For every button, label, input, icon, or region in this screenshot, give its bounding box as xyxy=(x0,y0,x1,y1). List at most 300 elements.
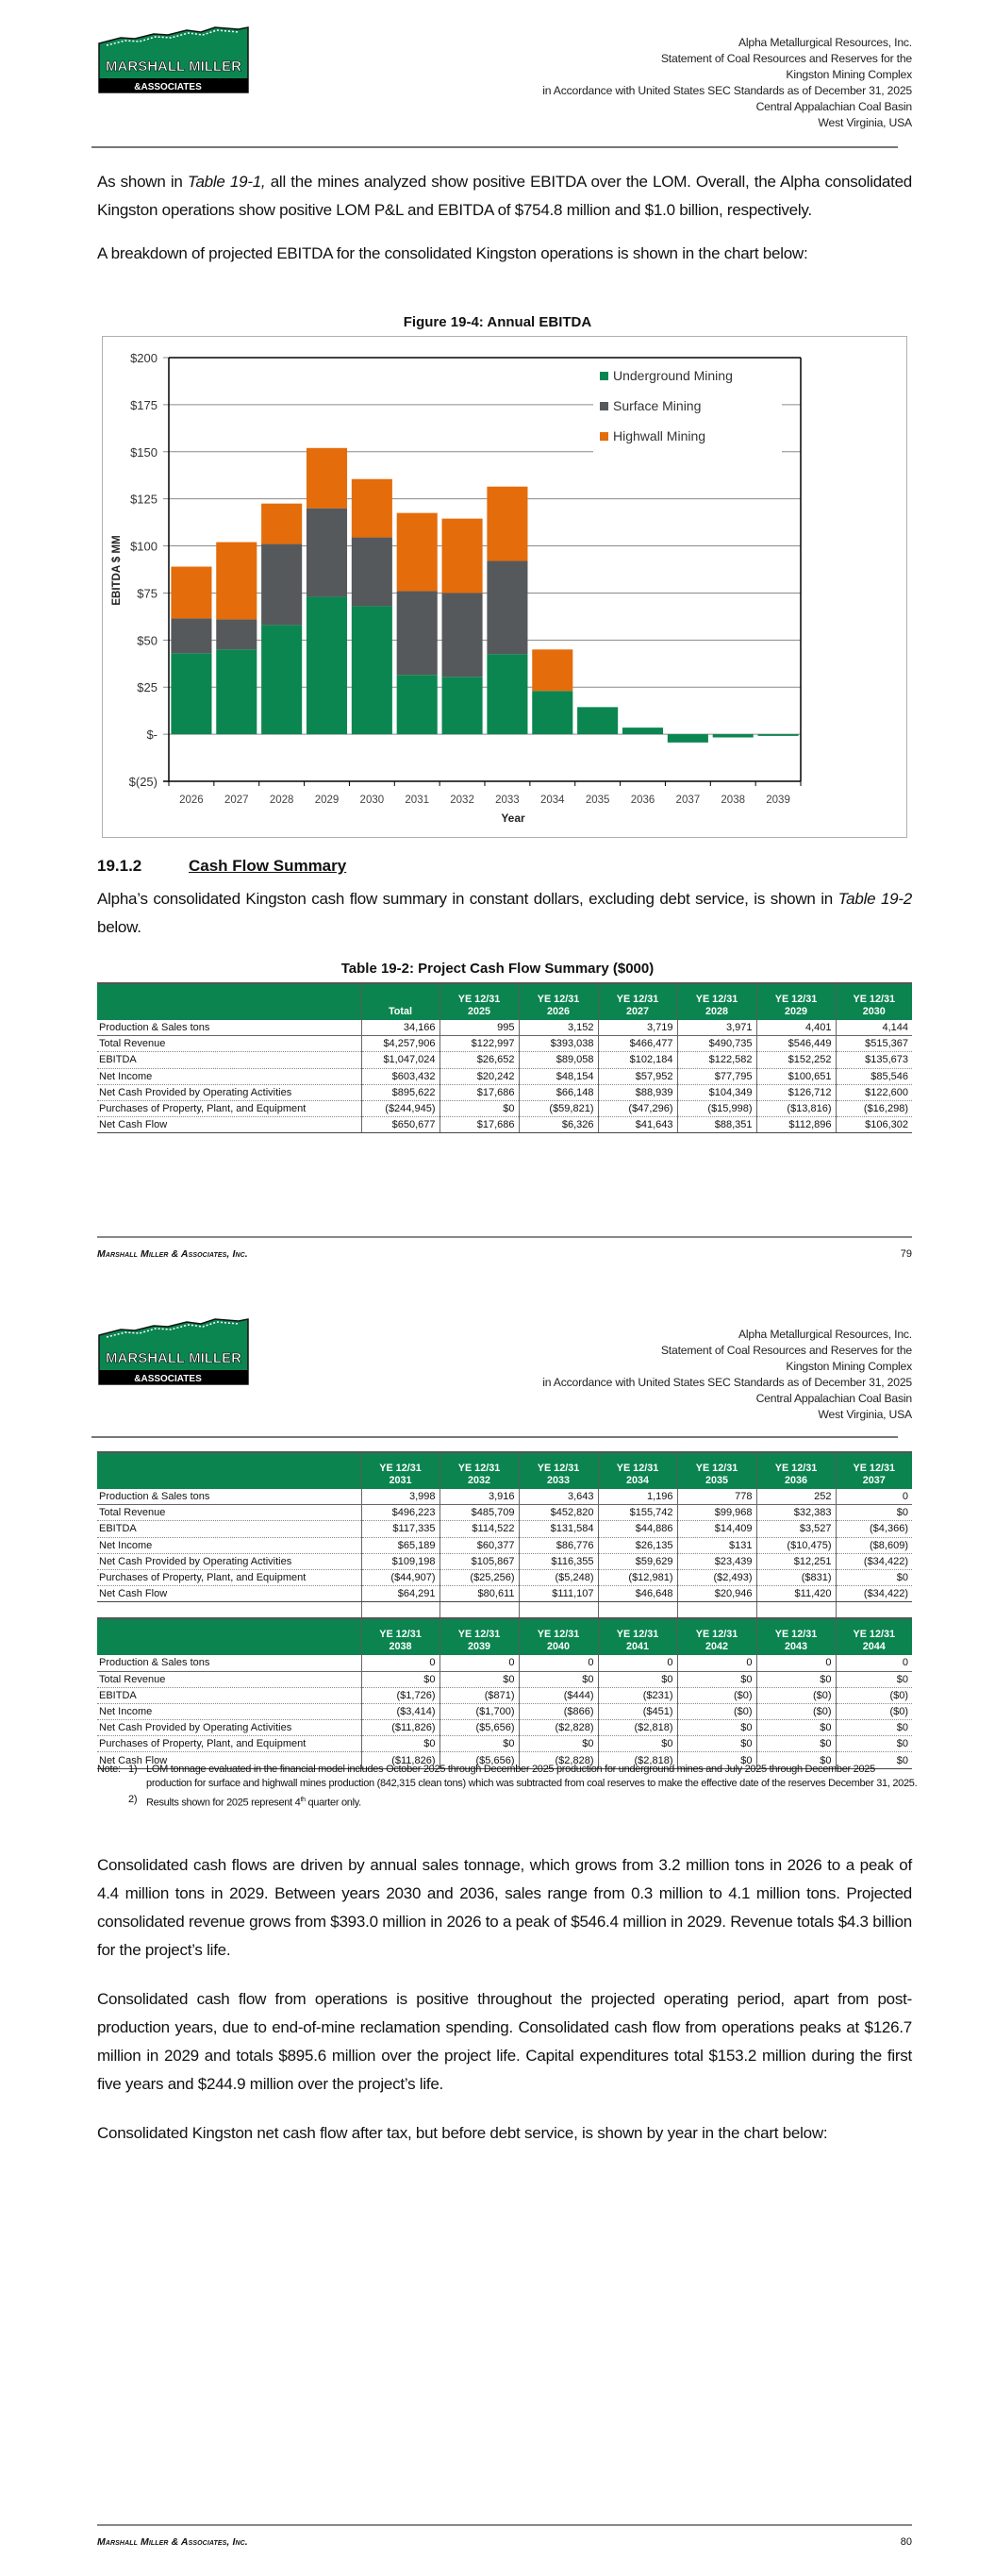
cell-value: ($2,818) xyxy=(598,1720,677,1736)
column-header-year: YE 12/31 2027 xyxy=(598,983,677,1020)
table-row xyxy=(97,1084,912,1100)
cell-value: $88,351 xyxy=(677,1117,756,1133)
bar-segment xyxy=(532,649,572,691)
section-number: 19.1.2 xyxy=(97,857,142,875)
paragraph: As shown in Table 19-1, all the mines analyzed show positive EBITDA over the LOM. Overall, the Alpha consolidated Kingston operations show positive LOM P&L and EBITDA of $754.8 million and $1.0 billion, respectively. xyxy=(97,173,913,219)
cell-value: $0 xyxy=(361,1736,439,1752)
column-header-year: YE 12/31 2040 xyxy=(519,1618,598,1655)
cell-value: $60,377 xyxy=(439,1537,519,1553)
bar-segment xyxy=(352,479,392,538)
page-80 xyxy=(0,1288,995,2576)
cell-value: ($34,422) xyxy=(836,1553,912,1569)
legend-label: Surface Mining xyxy=(613,398,702,413)
cell-value: 0 xyxy=(598,1655,677,1671)
row-label: Net Cash Flow xyxy=(97,1752,361,1768)
column-header-year: Total xyxy=(361,983,439,1020)
row-label: Net Cash Flow xyxy=(97,1117,361,1133)
cell-value: ($244,945) xyxy=(361,1100,439,1116)
paragraph: Consolidated cash flows are driven by annual sales tonnage, which grows from 3.2 million tons in 2026 to a peak of 4.4 million tons in 2029. Between years 2030 and 2036, sales range from 0.3 million to 4.1 million tons. Projected consolidated revenue grows from $393.0 million in 2026 to a peak of $546.4 million in 2029. Revenue totals $4.3 billion for the project’s life. xyxy=(97,1856,912,1959)
cell-value: $4,257,906 xyxy=(361,1036,439,1052)
cell-value: $466,477 xyxy=(598,1036,677,1052)
column-header-year: YE 12/31 2041 xyxy=(598,1618,677,1655)
cell-value: $155,742 xyxy=(598,1505,677,1521)
svg-text:MARSHALL MILLER: MARSHALL MILLER xyxy=(106,1350,241,1366)
row-label: Production & Sales tons xyxy=(97,1020,361,1036)
column-header-label xyxy=(97,1452,361,1489)
table-row xyxy=(97,1687,912,1703)
cell-value: $106,302 xyxy=(836,1117,912,1133)
cell-value: $0 xyxy=(756,1736,836,1752)
company-logo xyxy=(97,26,251,94)
cell-value: $3,527 xyxy=(756,1521,836,1537)
cell-value: $452,820 xyxy=(519,1505,598,1521)
cell-value: $86,776 xyxy=(519,1537,598,1553)
cell-value: 0 xyxy=(756,1655,836,1671)
cell-value: $44,886 xyxy=(598,1521,677,1537)
cell-value: 34,166 xyxy=(361,1020,439,1036)
cell-value: $0 xyxy=(836,1720,912,1736)
cell-value: $20,946 xyxy=(677,1586,756,1602)
x-axis-title: Year xyxy=(501,811,525,825)
bar-segment xyxy=(668,734,708,743)
paragraph: A breakdown of projected EBITDA for the consolidated Kingston operations is shown in the chart below: xyxy=(97,244,808,262)
bar-segment xyxy=(487,561,527,655)
cell-value: 3,719 xyxy=(598,1020,677,1036)
header-line: West Virginia, USA xyxy=(818,116,912,129)
table-notes xyxy=(97,1763,918,1811)
cell-value: 3,643 xyxy=(519,1489,598,1505)
document-header xyxy=(542,1327,912,1423)
cell-value: 252 xyxy=(756,1489,836,1505)
cell-value: $112,896 xyxy=(756,1117,836,1133)
cell-value: $66,148 xyxy=(519,1084,598,1100)
table-row xyxy=(97,1553,912,1569)
row-label: Total Revenue xyxy=(97,1036,361,1052)
header-line: Central Appalachian Coal Basin xyxy=(755,1392,912,1405)
row-label: Total Revenue xyxy=(97,1505,361,1521)
cell-value: $122,582 xyxy=(677,1052,756,1068)
x-tick-label: 2029 xyxy=(314,795,340,806)
table-reference: Table 19-1, xyxy=(187,173,266,191)
cell-value: $0 xyxy=(836,1505,912,1521)
cell-value: ($231) xyxy=(598,1687,677,1703)
x-tick-label: 2036 xyxy=(630,795,655,806)
cell-value: $57,952 xyxy=(598,1068,677,1084)
cell-value: 3,916 xyxy=(439,1489,519,1505)
row-label: Net Income xyxy=(97,1703,361,1719)
section-title: Cash Flow Summary xyxy=(189,857,347,875)
bar-segment xyxy=(532,691,572,734)
column-header-year: YE 12/31 2044 xyxy=(836,1618,912,1655)
bar-segment xyxy=(758,734,799,736)
cell-value: $17,686 xyxy=(439,1084,519,1100)
y-tick-label: $125 xyxy=(130,492,158,507)
cell-value: ($13,816) xyxy=(756,1100,836,1116)
cell-value: ($0) xyxy=(836,1703,912,1719)
header-rule xyxy=(91,146,898,148)
bar-segment xyxy=(171,618,211,653)
cell-value: ($0) xyxy=(836,1687,912,1703)
cell-value: $116,355 xyxy=(519,1553,598,1569)
header-line: Alpha Metallurgical Resources, Inc. xyxy=(738,36,912,49)
y-tick-label: $150 xyxy=(130,444,158,460)
mountain-logo-icon xyxy=(97,26,251,94)
bar-segment xyxy=(261,544,302,626)
cell-value: 3,998 xyxy=(361,1489,439,1505)
cell-value: $131 xyxy=(677,1537,756,1553)
cell-value: $59,629 xyxy=(598,1553,677,1569)
cell-value: $23,439 xyxy=(677,1553,756,1569)
cell-value: ($1,726) xyxy=(361,1687,439,1703)
y-tick-label: $(25) xyxy=(128,775,158,789)
column-header-label xyxy=(97,983,361,1020)
cell-value: 3,971 xyxy=(677,1020,756,1036)
column-header-year: YE 12/31 2034 xyxy=(598,1452,677,1489)
paragraph: Alpha’s consolidated Kingston cash flow summary in constant dollars, excluding debt service, is shown in Table 19-2 below. xyxy=(97,890,912,936)
y-tick-label: $- xyxy=(146,728,158,743)
cell-value: $64,291 xyxy=(361,1586,439,1602)
column-header-year: YE 12/31 2043 xyxy=(756,1618,836,1655)
cell-value: $0 xyxy=(756,1752,836,1768)
y-axis-title: EBITDA $ MM xyxy=(111,535,123,606)
y-tick-label: $100 xyxy=(130,539,158,554)
cell-value: ($47,296) xyxy=(598,1100,677,1116)
cell-value: ($0) xyxy=(677,1687,756,1703)
x-tick-label: 2028 xyxy=(269,795,294,806)
x-tick-label: 2038 xyxy=(721,795,746,806)
cell-value: 0 xyxy=(836,1489,912,1505)
cell-value: ($3,414) xyxy=(361,1703,439,1719)
cell-value: 995 xyxy=(439,1020,519,1036)
cell-value: ($2,818) xyxy=(598,1752,677,1768)
cell-value: $135,673 xyxy=(836,1052,912,1068)
cell-value: $26,135 xyxy=(598,1537,677,1553)
cell-value: $546,449 xyxy=(756,1036,836,1052)
cell-value: ($0) xyxy=(677,1703,756,1719)
bar-segment xyxy=(397,675,438,734)
bar-segment xyxy=(577,707,618,734)
cell-value: ($5,656) xyxy=(439,1720,519,1736)
bar-segment xyxy=(216,649,257,734)
column-header-year: YE 12/31 2029 xyxy=(756,983,836,1020)
cell-value: $99,968 xyxy=(677,1505,756,1521)
cell-value: $20,242 xyxy=(439,1068,519,1084)
cell-value: $32,383 xyxy=(756,1505,836,1521)
column-header-year: YE 12/31 2033 xyxy=(519,1452,598,1489)
cell-value: $0 xyxy=(439,1671,519,1687)
cell-value: $0 xyxy=(439,1100,519,1116)
cell-value: $0 xyxy=(519,1736,598,1752)
table-row xyxy=(97,1736,912,1752)
bar-segment xyxy=(261,625,302,734)
ebitda-chart xyxy=(102,336,907,838)
bar-segment xyxy=(487,654,527,734)
table-header-row xyxy=(97,1452,912,1489)
table-header-row xyxy=(97,983,912,1020)
cell-value: $485,709 xyxy=(439,1505,519,1521)
cell-value: $117,335 xyxy=(361,1521,439,1537)
note-1: Note: 1) LOM tonnage evaluated in the financial model includes October 2025 through December 2025 production for underground mines and July 2025 through December 2025 production for surface and highwall mines production (842,315 clean tons) which was subtracted from coal reserves to make the effective date of the reserves December 31, 2025. xyxy=(97,1764,918,1789)
figure-title: Figure 19-4: Annual EBITDA xyxy=(403,314,592,330)
cell-value: $0 xyxy=(677,1720,756,1736)
note-2: 2) Results shown for 2025 represent 4th quarter only. xyxy=(128,1794,361,1809)
x-tick-label: 2030 xyxy=(359,795,385,806)
cell-value: $114,522 xyxy=(439,1521,519,1537)
cell-value: $0 xyxy=(677,1671,756,1687)
intro-text xyxy=(97,168,912,283)
bar-segment xyxy=(442,519,483,594)
legend-swatch-icon xyxy=(600,372,608,380)
cell-value: $26,652 xyxy=(439,1052,519,1068)
bar-segment xyxy=(442,593,483,677)
page-number: 80 xyxy=(900,2536,912,2548)
cell-value: ($2,828) xyxy=(519,1752,598,1768)
table-row xyxy=(97,1655,912,1671)
table-row xyxy=(97,1052,912,1068)
stacked-bar-chart xyxy=(103,337,906,837)
cell-value: ($12,981) xyxy=(598,1569,677,1585)
cell-value: $0 xyxy=(836,1752,912,1768)
bar-segment xyxy=(397,513,438,592)
cell-value: $102,184 xyxy=(598,1052,677,1068)
cell-value: 0 xyxy=(361,1655,439,1671)
cell-value: ($11,826) xyxy=(361,1752,439,1768)
header-line: Alpha Metallurgical Resources, Inc. xyxy=(738,1328,912,1341)
legend-swatch-icon xyxy=(600,432,608,441)
cell-value: ($2,828) xyxy=(519,1720,598,1736)
cell-value: $0 xyxy=(836,1569,912,1585)
cell-value: ($5,656) xyxy=(439,1752,519,1768)
header-line: Kingston Mining Complex xyxy=(786,1360,912,1373)
cell-value: $100,651 xyxy=(756,1068,836,1084)
table-row xyxy=(97,1521,912,1537)
cell-value: ($5,248) xyxy=(519,1569,598,1585)
table-header-row xyxy=(97,1618,912,1655)
cell-value: $0 xyxy=(836,1671,912,1687)
cell-value: $14,409 xyxy=(677,1521,756,1537)
y-tick-label: $25 xyxy=(137,680,158,695)
cell-value: $603,432 xyxy=(361,1068,439,1084)
bar-segment xyxy=(216,543,257,620)
bar-segment xyxy=(622,728,663,734)
header-line: in Accordance with United States SEC Standards as of December 31, 2025 xyxy=(542,1376,912,1389)
cell-value: $126,712 xyxy=(756,1084,836,1100)
cell-value: $48,154 xyxy=(519,1068,598,1084)
table-row xyxy=(97,1068,912,1084)
column-header-year: YE 12/31 2042 xyxy=(677,1618,756,1655)
legend-label: Underground Mining xyxy=(613,368,733,383)
column-header-year: YE 12/31 2035 xyxy=(677,1452,756,1489)
table-row xyxy=(97,1537,912,1553)
cell-value: $650,677 xyxy=(361,1117,439,1133)
cell-value: ($44,907) xyxy=(361,1569,439,1585)
bar-segment xyxy=(216,619,257,649)
cell-value: $85,546 xyxy=(836,1068,912,1084)
analysis-text xyxy=(97,1851,912,2163)
column-header-year: YE 12/31 2039 xyxy=(439,1618,519,1655)
bar-segment xyxy=(261,504,302,544)
table-row xyxy=(97,1036,912,1052)
cell-value: ($0) xyxy=(756,1687,836,1703)
cell-value: ($15,998) xyxy=(677,1100,756,1116)
table-reference: Table 19-2 xyxy=(837,890,912,908)
cell-value: 0 xyxy=(836,1655,912,1671)
cell-value: $0 xyxy=(677,1752,756,1768)
paragraph: Consolidated cash flow from operations is positive throughout the projected operating period, apart from post-production years, due to end-of-mine reclamation spending. Consolidated cash flow from operations peaks at $126.7 million in 2029 and totals $895.6 million over the project life. Capital expenditures total $153.2 million during the first five years and $244.9 million over the project’s life. xyxy=(97,1990,912,2093)
cell-value: 778 xyxy=(677,1489,756,1505)
cell-value: ($59,821) xyxy=(519,1100,598,1116)
cell-value: ($25,256) xyxy=(439,1569,519,1585)
cell-value: $152,252 xyxy=(756,1052,836,1068)
bar-segment xyxy=(307,448,347,509)
x-tick-label: 2027 xyxy=(224,795,249,806)
cell-value: 1,196 xyxy=(598,1489,677,1505)
company-logo xyxy=(97,1318,251,1386)
header-line: West Virginia, USA xyxy=(818,1408,912,1421)
bar-segment xyxy=(352,538,392,607)
cell-value: $77,795 xyxy=(677,1068,756,1084)
footer-rule xyxy=(97,1236,912,1238)
legend-label: Highwall Mining xyxy=(613,428,706,443)
cell-value: $122,997 xyxy=(439,1036,519,1052)
table-row xyxy=(97,1586,912,1602)
cell-value: 0 xyxy=(519,1655,598,1671)
footer-company: Marshall Miller & Associates, Inc. xyxy=(97,1248,248,1260)
cell-value: $0 xyxy=(756,1671,836,1687)
paragraph: Consolidated Kingston net cash flow after tax, but before debt service, is shown by year in the chart below: xyxy=(97,2124,828,2142)
row-label: Production & Sales tons xyxy=(97,1489,361,1505)
table-row xyxy=(97,1020,912,1036)
cell-value: $496,223 xyxy=(361,1505,439,1521)
row-label: Purchases of Property, Plant, and Equipment xyxy=(97,1100,361,1116)
cell-value: $490,735 xyxy=(677,1036,756,1052)
header-line: in Accordance with United States SEC Standards as of December 31, 2025 xyxy=(542,84,912,97)
row-label: Net Income xyxy=(97,1537,361,1553)
column-header-year: YE 12/31 2030 xyxy=(836,983,912,1020)
cell-value: 3,152 xyxy=(519,1020,598,1036)
cell-value: $111,107 xyxy=(519,1586,598,1602)
cell-value: $895,622 xyxy=(361,1084,439,1100)
cell-value: ($1,700) xyxy=(439,1703,519,1719)
spacer-row xyxy=(97,1602,912,1618)
footer-rule xyxy=(97,2524,912,2526)
cell-value: $0 xyxy=(439,1736,519,1752)
cash-flow-table-continued xyxy=(97,1451,912,1769)
bar-segment xyxy=(352,606,392,734)
header-line: Statement of Coal Resources and Reserves for the xyxy=(660,1344,912,1357)
row-label: Purchases of Property, Plant, and Equipment xyxy=(97,1569,361,1585)
cell-value: $104,349 xyxy=(677,1084,756,1100)
row-label: Production & Sales tons xyxy=(97,1655,361,1671)
page-number: 79 xyxy=(900,1248,912,1260)
svg-text:&ASSOCIATES: &ASSOCIATES xyxy=(134,1374,202,1384)
cell-value: $17,686 xyxy=(439,1117,519,1133)
cell-value: $515,367 xyxy=(836,1036,912,1052)
cell-value: $46,648 xyxy=(598,1586,677,1602)
cell-value: 4,401 xyxy=(756,1020,836,1036)
cell-value: ($10,475) xyxy=(756,1537,836,1553)
cell-value: ($16,298) xyxy=(836,1100,912,1116)
table-row xyxy=(97,1569,912,1585)
column-header-year: YE 12/31 2038 xyxy=(361,1618,439,1655)
cell-value: $41,643 xyxy=(598,1117,677,1133)
cell-value: $105,867 xyxy=(439,1553,519,1569)
cell-value: $131,584 xyxy=(519,1521,598,1537)
row-label: EBITDA xyxy=(97,1052,361,1068)
bar-segment xyxy=(397,591,438,675)
bar-segment xyxy=(171,653,211,734)
cash-flow-table-part1 xyxy=(97,982,912,1133)
x-tick-label: 2033 xyxy=(495,795,520,806)
cell-value: $0 xyxy=(598,1671,677,1687)
column-header-label xyxy=(97,1618,361,1655)
cell-value: $109,198 xyxy=(361,1553,439,1569)
table-row xyxy=(97,1720,912,1736)
column-header-year: YE 12/31 2031 xyxy=(361,1452,439,1489)
cell-value: $0 xyxy=(598,1736,677,1752)
header-rule xyxy=(91,1436,898,1438)
mountain-logo-icon xyxy=(97,1318,251,1386)
table-row xyxy=(97,1671,912,1687)
cell-value: $0 xyxy=(361,1671,439,1687)
cell-value: 0 xyxy=(439,1655,519,1671)
cell-value: $11,420 xyxy=(756,1586,836,1602)
y-tick-label: $75 xyxy=(137,586,158,601)
footer-company: Marshall Miller & Associates, Inc. xyxy=(97,2536,248,2548)
row-label: Total Revenue xyxy=(97,1671,361,1687)
x-tick-label: 2032 xyxy=(450,795,474,806)
row-label: Purchases of Property, Plant, and Equipment xyxy=(97,1736,361,1752)
header-line: Statement of Coal Resources and Reserves for the xyxy=(660,52,912,65)
cell-value: ($831) xyxy=(756,1569,836,1585)
cell-value: $80,611 xyxy=(439,1586,519,1602)
header-line: Kingston Mining Complex xyxy=(786,68,912,81)
row-label: EBITDA xyxy=(97,1521,361,1537)
bar-segment xyxy=(307,509,347,597)
bar-segment xyxy=(713,734,754,737)
cell-value: $65,189 xyxy=(361,1537,439,1553)
cell-value: ($451) xyxy=(598,1703,677,1719)
bar-segment xyxy=(307,596,347,734)
cell-value: 0 xyxy=(677,1655,756,1671)
cell-value: $0 xyxy=(519,1671,598,1687)
cell-value: $1,047,024 xyxy=(361,1052,439,1068)
cell-value: ($4,366) xyxy=(836,1521,912,1537)
svg-text:MARSHALL MILLER: MARSHALL MILLER xyxy=(106,59,241,75)
cell-value: 4,144 xyxy=(836,1020,912,1036)
x-tick-label: 2039 xyxy=(766,795,790,806)
section-text xyxy=(97,885,912,957)
y-tick-label: $50 xyxy=(137,633,158,648)
cell-value: ($871) xyxy=(439,1687,519,1703)
y-tick-label: $200 xyxy=(130,351,158,365)
cell-value: ($0) xyxy=(756,1703,836,1719)
x-tick-label: 2031 xyxy=(405,795,430,806)
cell-value: $122,600 xyxy=(836,1084,912,1100)
table-row xyxy=(97,1505,912,1521)
y-tick-label: $175 xyxy=(130,397,158,412)
x-tick-label: 2026 xyxy=(179,795,204,806)
row-label: EBITDA xyxy=(97,1687,361,1703)
column-header-year: YE 12/31 2026 xyxy=(519,983,598,1020)
x-tick-label: 2037 xyxy=(675,795,701,806)
table-row xyxy=(97,1100,912,1116)
svg-text:&ASSOCIATES: &ASSOCIATES xyxy=(134,82,202,92)
bar-segment xyxy=(487,487,527,561)
header-line: Central Appalachian Coal Basin xyxy=(755,100,912,113)
row-label: Net Cash Provided by Operating Activities xyxy=(97,1720,361,1736)
row-label: Net Cash Provided by Operating Activities xyxy=(97,1553,361,1569)
